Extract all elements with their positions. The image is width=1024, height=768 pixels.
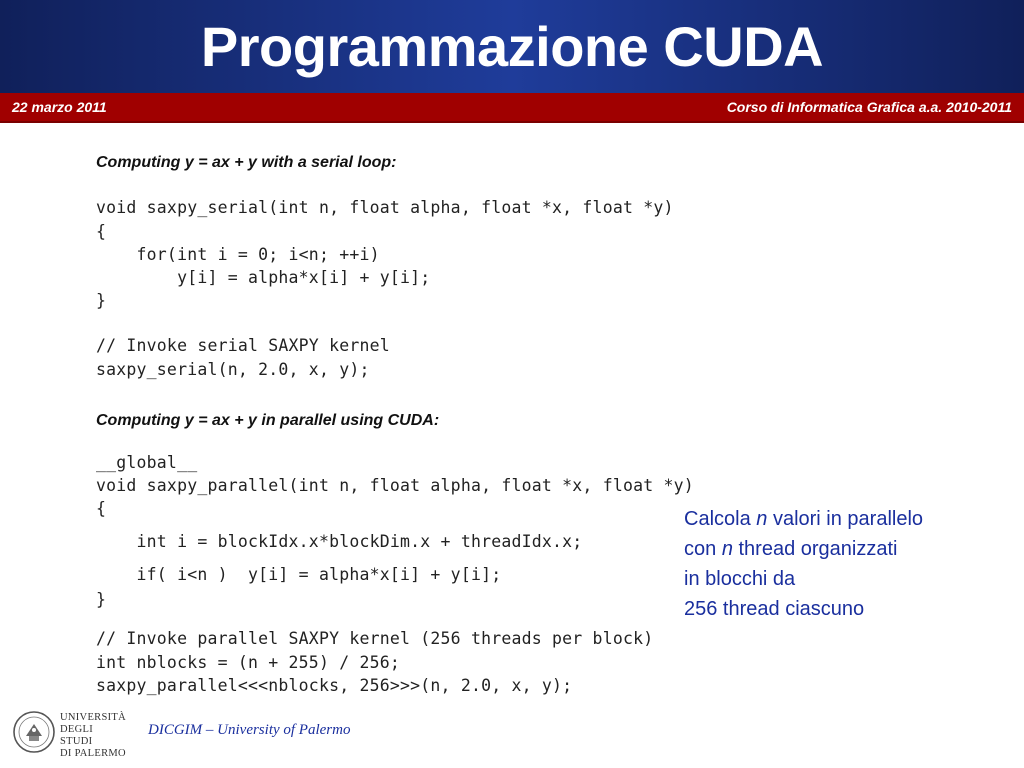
code-line: } xyxy=(96,291,107,310)
university-seal-icon xyxy=(12,710,56,754)
code-line: saxpy_parallel<<<nblocks, 256>>>(n, 2.0, x, y); xyxy=(96,676,573,695)
slide-title: Programmazione CUDA xyxy=(200,15,824,78)
slide-date: 22 marzo 2011 xyxy=(12,99,107,115)
code-line: int i = blockIdx.x*blockDim.x + threadIdx.x; xyxy=(96,532,583,551)
code-line: void saxpy_serial(int n, float alpha, float *x, float *y) xyxy=(96,198,674,217)
code-line: // Invoke parallel SAXPY kernel (256 threads per block) xyxy=(96,629,654,648)
code-line: } xyxy=(96,590,107,609)
annotation-line-2: con n thread organizzati xyxy=(684,538,898,560)
code-line: __global__ xyxy=(96,453,198,472)
code-line: int nblocks = (n + 255) / 256; xyxy=(96,653,401,672)
slide-header xyxy=(0,0,1024,93)
course-name: Corso di Informatica Grafica a.a. 2010-2011 xyxy=(726,99,1012,115)
code-line: void saxpy_parallel(int n, float alpha, float *x, float *y) xyxy=(96,476,694,495)
annotation-line-3: in blocchi da xyxy=(684,568,796,590)
annotation-line-1: Calcola n valori in parallelo xyxy=(684,508,924,530)
code-line: // Invoke serial SAXPY kernel xyxy=(96,336,390,355)
university-name: UNIVERSITÀ DEGLI STUDI DI PALERMO xyxy=(60,712,126,759)
code-line: if( i<n ) y[i] = alpha*x[i] + y[i]; xyxy=(96,565,502,584)
heading-parallel: Computing y = ax + y in parallel using CUDA: xyxy=(96,412,440,429)
university-logo xyxy=(12,708,126,759)
code-line: { xyxy=(96,499,107,518)
code-line: for(int i = 0; i<n; ++i) xyxy=(96,245,380,264)
code-line: { xyxy=(96,222,107,241)
slide-subbar xyxy=(0,93,1024,123)
code-line: y[i] = alpha*x[i] + y[i]; xyxy=(96,268,431,287)
annotation-text xyxy=(684,504,1014,624)
code-figure xyxy=(96,150,716,700)
department-footer: DICGIM – University of Palermo xyxy=(148,722,351,738)
heading-serial: Computing y = ax + y with a serial loop: xyxy=(96,154,397,171)
annotation-line-4: 256 thread ciascuno xyxy=(684,598,865,620)
code-line: saxpy_serial(n, 2.0, x, y); xyxy=(96,360,370,379)
